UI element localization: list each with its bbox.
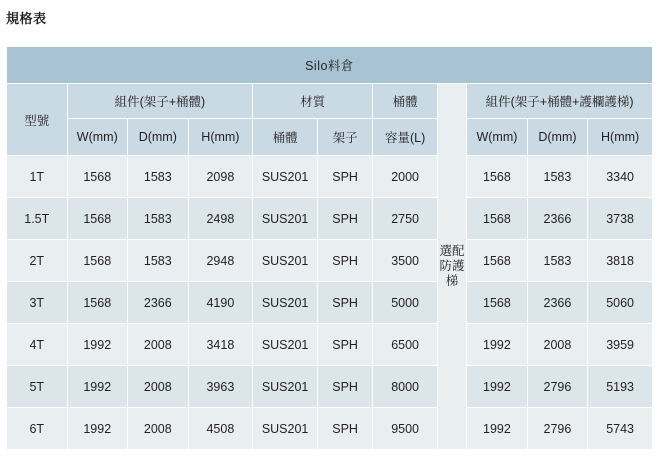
cell-d2: 2366 bbox=[527, 198, 588, 240]
cell-capacity: 5000 bbox=[373, 282, 438, 324]
header-frame-material: 架子 bbox=[317, 119, 372, 156]
spec-table-container bbox=[6, 46, 653, 450]
cell-w1: 1992 bbox=[67, 324, 128, 366]
cell-model: 3T bbox=[7, 282, 68, 324]
cell-barrel-material: SUS201 bbox=[253, 198, 318, 240]
cell-w2: 1992 bbox=[467, 408, 528, 450]
cell-barrel-material: SUS201 bbox=[253, 240, 318, 282]
header-h1: H(mm) bbox=[188, 119, 253, 156]
cell-h2: 5060 bbox=[588, 282, 653, 324]
table-sub-header-row bbox=[7, 119, 653, 156]
cell-w2: 1992 bbox=[467, 324, 528, 366]
cell-frame-material: SPH bbox=[317, 366, 372, 408]
header-material: 材質 bbox=[253, 84, 373, 119]
cell-d1: 1583 bbox=[128, 198, 189, 240]
cell-frame-material: SPH bbox=[317, 240, 372, 282]
cell-model: 5T bbox=[7, 366, 68, 408]
table-row bbox=[7, 282, 653, 324]
cell-capacity: 6500 bbox=[373, 324, 438, 366]
cell-h2: 3959 bbox=[588, 324, 653, 366]
cell-frame-material: SPH bbox=[317, 408, 372, 450]
cell-frame-material: SPH bbox=[317, 198, 372, 240]
cell-h2: 3340 bbox=[588, 156, 653, 198]
cell-h1: 2098 bbox=[188, 156, 253, 198]
cell-d2: 2008 bbox=[527, 324, 588, 366]
cell-h1: 4190 bbox=[188, 282, 253, 324]
table-row bbox=[7, 240, 653, 282]
table-row bbox=[7, 156, 653, 198]
cell-h1: 3418 bbox=[188, 324, 253, 366]
header-assembly-frame-barrel: 組件(架子+桶體) bbox=[67, 84, 253, 119]
table-row bbox=[7, 324, 653, 366]
table-row bbox=[7, 408, 653, 450]
cell-d1: 2366 bbox=[128, 282, 189, 324]
header-d1: D(mm) bbox=[128, 119, 189, 156]
cell-model: 4T bbox=[7, 324, 68, 366]
header-d2: D(mm) bbox=[527, 119, 588, 156]
cell-barrel-material: SUS201 bbox=[253, 366, 318, 408]
cell-h2: 5193 bbox=[588, 366, 653, 408]
cell-model: 6T bbox=[7, 408, 68, 450]
cell-w1: 1568 bbox=[67, 156, 128, 198]
header-h2: H(mm) bbox=[588, 119, 653, 156]
optional-guard-ladder-label bbox=[437, 84, 466, 450]
cell-capacity: 3500 bbox=[373, 240, 438, 282]
cell-w2: 1568 bbox=[467, 240, 528, 282]
cell-w1: 1568 bbox=[67, 282, 128, 324]
cell-d1: 2008 bbox=[128, 324, 189, 366]
header-w1: W(mm) bbox=[67, 119, 128, 156]
cell-model: 1.5T bbox=[7, 198, 68, 240]
cell-d2: 1583 bbox=[527, 240, 588, 282]
table-row bbox=[7, 198, 653, 240]
cell-w2: 1568 bbox=[467, 156, 528, 198]
cell-barrel-material: SUS201 bbox=[253, 156, 318, 198]
cell-frame-material: SPH bbox=[317, 282, 372, 324]
header-w2: W(mm) bbox=[467, 119, 528, 156]
cell-model: 1T bbox=[7, 156, 68, 198]
cell-w1: 1568 bbox=[67, 240, 128, 282]
cell-h1: 4508 bbox=[188, 408, 253, 450]
header-barrel-material: 桶體 bbox=[253, 119, 318, 156]
spec-table bbox=[6, 46, 653, 450]
header-capacity: 容量(L) bbox=[373, 119, 438, 156]
cell-w2: 1992 bbox=[467, 366, 528, 408]
cell-frame-material: SPH bbox=[317, 324, 372, 366]
cell-capacity: 2750 bbox=[373, 198, 438, 240]
cell-h1: 2498 bbox=[188, 198, 253, 240]
cell-h2: 5743 bbox=[588, 408, 653, 450]
table-row bbox=[7, 366, 653, 408]
cell-capacity: 2000 bbox=[373, 156, 438, 198]
table-band-row bbox=[7, 47, 653, 84]
cell-h1: 3963 bbox=[188, 366, 253, 408]
optional-guard-ladder-text: 選配防護梯 bbox=[439, 244, 465, 288]
cell-capacity: 8000 bbox=[373, 366, 438, 408]
cell-d2: 2796 bbox=[527, 408, 588, 450]
page-title: 規格表 bbox=[6, 11, 47, 26]
cell-d1: 1583 bbox=[128, 156, 189, 198]
cell-d2: 2366 bbox=[527, 282, 588, 324]
cell-model: 2T bbox=[7, 240, 68, 282]
header-barrel: 桶體 bbox=[373, 84, 438, 119]
cell-frame-material: SPH bbox=[317, 156, 372, 198]
cell-d1: 2008 bbox=[128, 408, 189, 450]
cell-d2: 1583 bbox=[527, 156, 588, 198]
cell-w1: 1568 bbox=[67, 198, 128, 240]
header-assembly-frame-barrel-guard: 組件(架子+桶體+護欄護梯) bbox=[467, 84, 653, 119]
table-group-header-row bbox=[7, 84, 653, 119]
cell-w1: 1992 bbox=[67, 366, 128, 408]
cell-barrel-material: SUS201 bbox=[253, 282, 318, 324]
cell-capacity: 9500 bbox=[373, 408, 438, 450]
cell-d2: 2796 bbox=[527, 366, 588, 408]
cell-barrel-material: SUS201 bbox=[253, 408, 318, 450]
cell-h2: 3738 bbox=[588, 198, 653, 240]
cell-barrel-material: SUS201 bbox=[253, 324, 318, 366]
cell-h1: 2948 bbox=[188, 240, 253, 282]
header-model: 型號 bbox=[7, 84, 68, 156]
cell-d1: 1583 bbox=[128, 240, 189, 282]
cell-d1: 2008 bbox=[128, 366, 189, 408]
cell-w1: 1992 bbox=[67, 408, 128, 450]
cell-w2: 1568 bbox=[467, 282, 528, 324]
band-title: Silo料倉 bbox=[7, 47, 653, 84]
cell-w2: 1568 bbox=[467, 198, 528, 240]
cell-h2: 3818 bbox=[588, 240, 653, 282]
